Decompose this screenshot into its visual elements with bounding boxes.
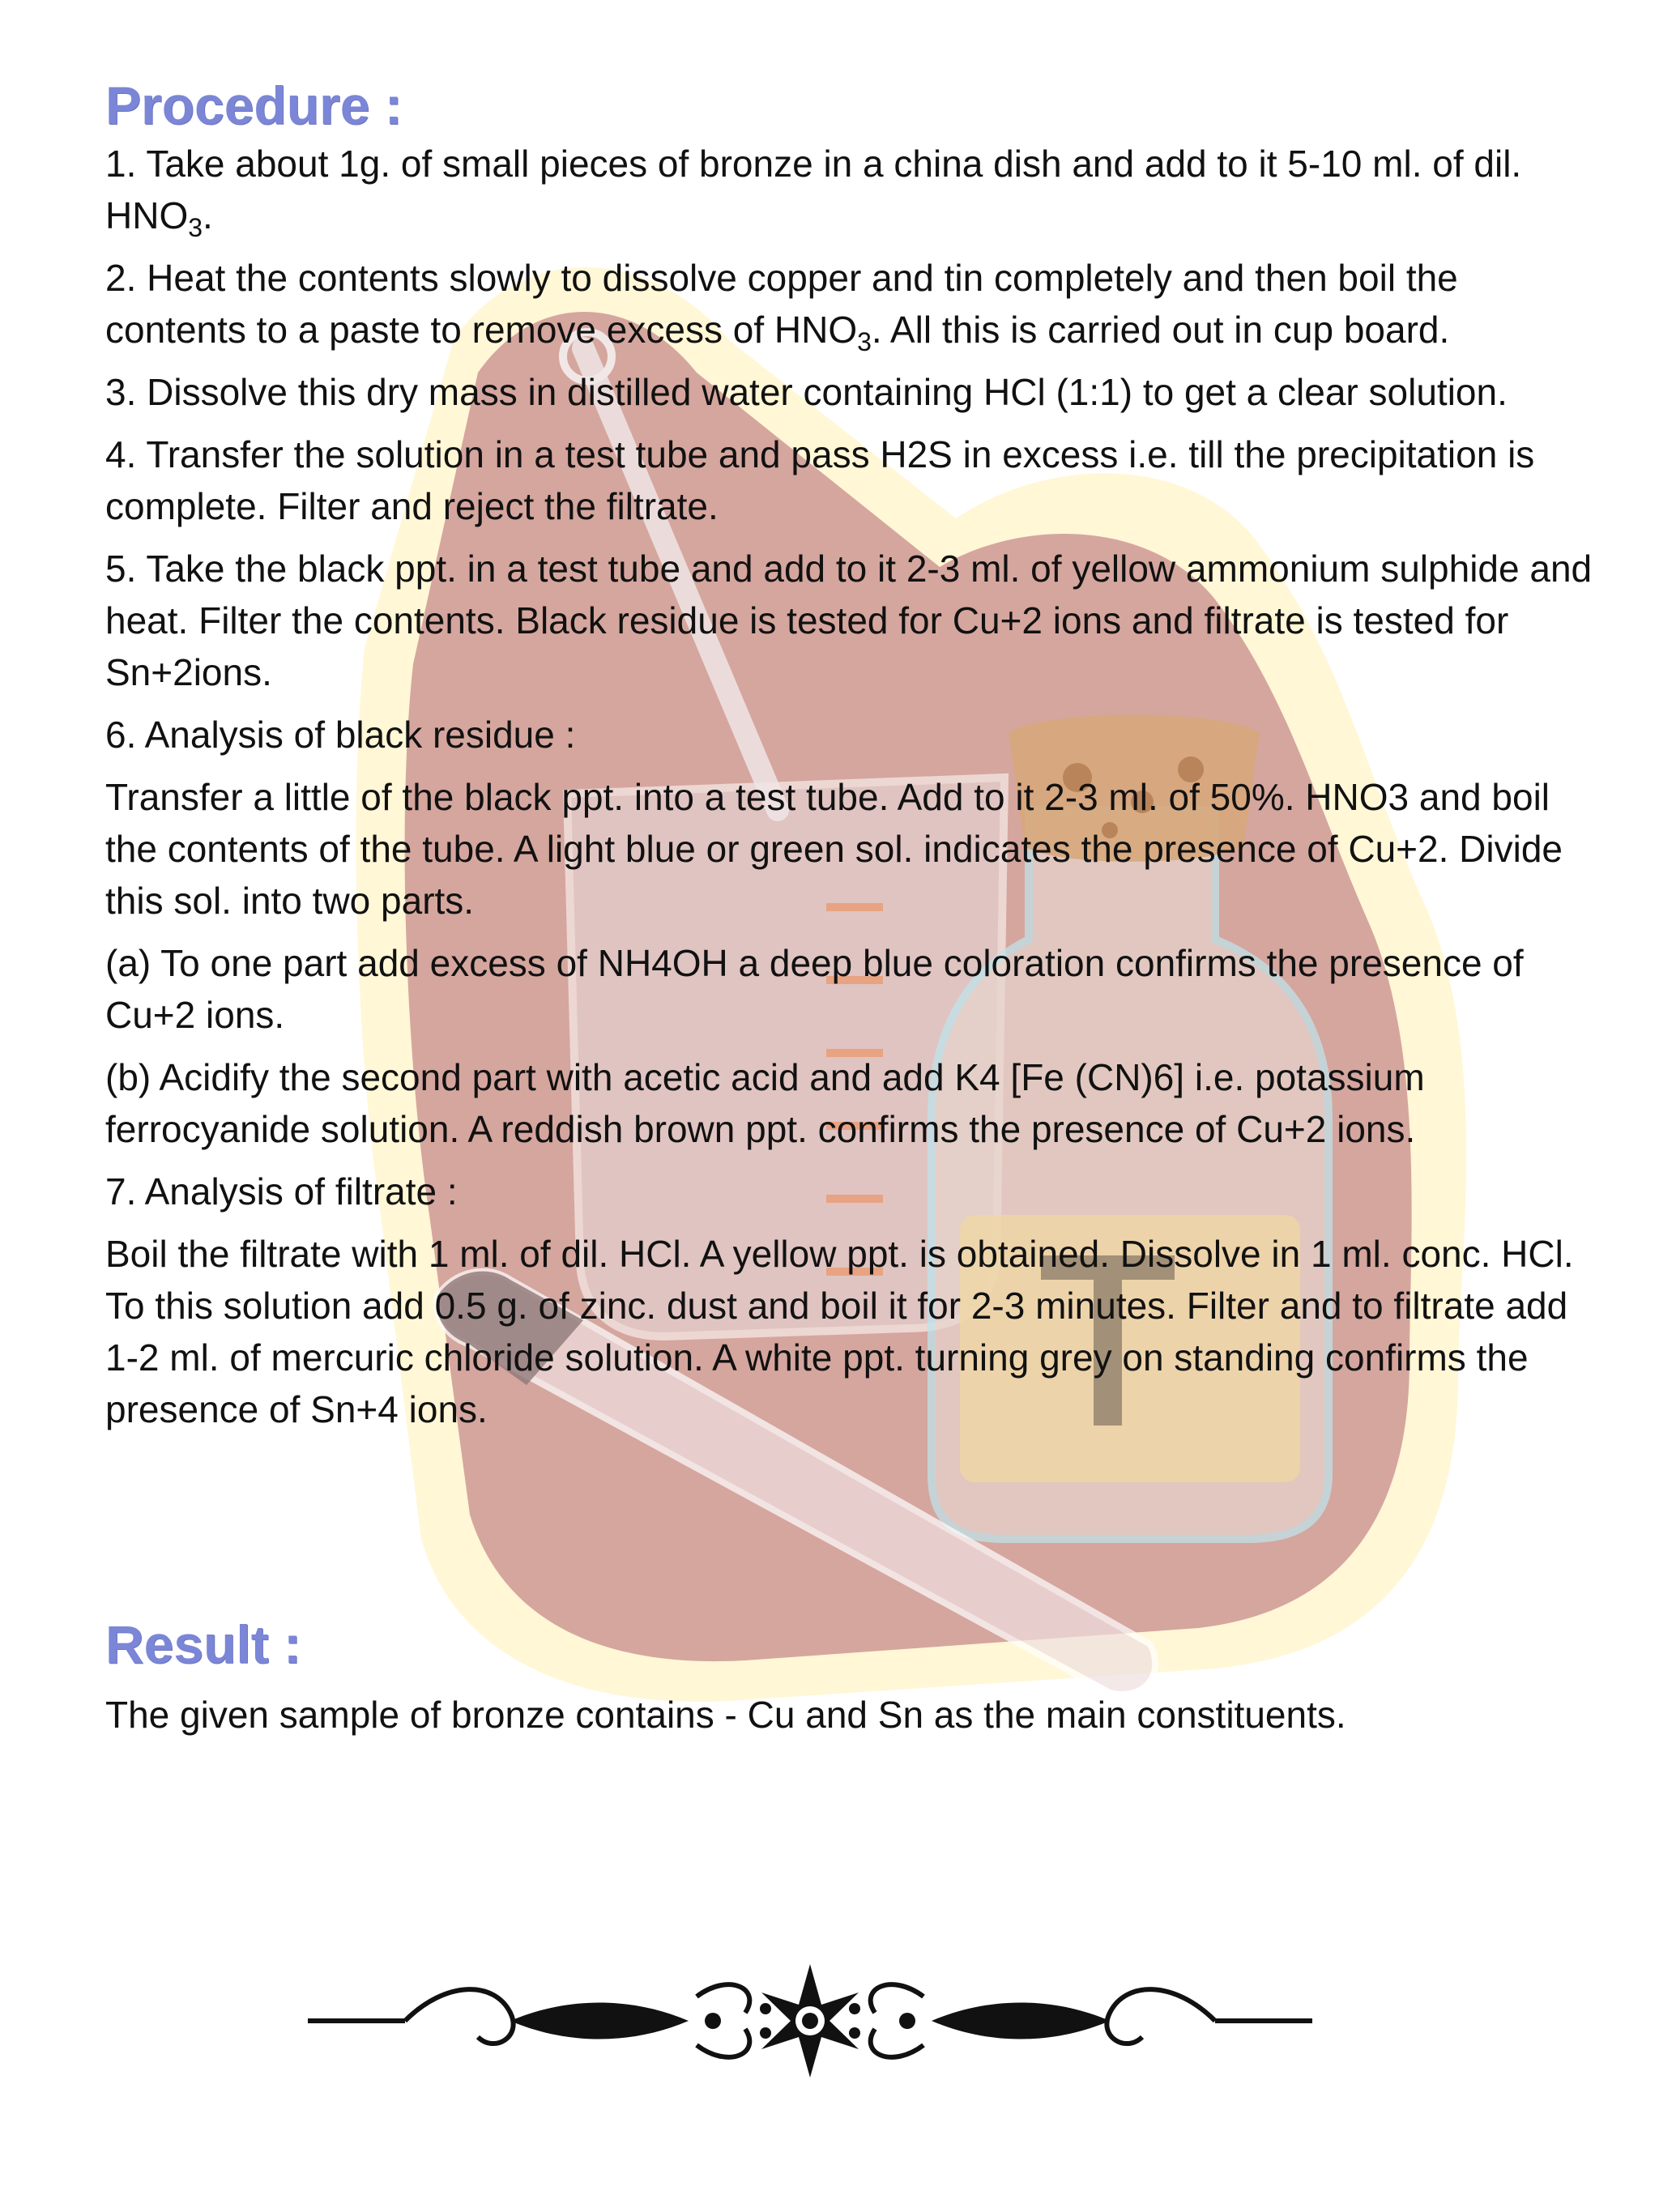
procedure-step-7-body: Boil the filtrate with 1 ml. of dil. HCl. A yellow ppt. is obtained. Dissolve in 1 ml. conc. HCl. To this solution add 0.5 g. of zinc. dust and boil it for 2-3 minutes. Filter and to filtrate add 1-2 ml. of mercuric chloride solution. A white ppt. turning grey on standing confirms the presence of Sn+4 ions.: [105, 1233, 1574, 1430]
procedure-steps: [105, 138, 1596, 1435]
step-1-subscript: 3: [188, 213, 203, 242]
procedure-step-6b: (b) Acidify the second part with acetic acid and add K4 [Fe (CN)6] i.e. potassium ferrocyanide solution. A reddish brown ppt. confirms the presence of Cu+2 ions.: [105, 1056, 1425, 1150]
procedure-step-3: 3. Dissolve this dry mass in distilled water containing HCl (1:1) to get a clear solution.: [105, 371, 1508, 413]
ornament-divider: [308, 1948, 1312, 2094]
result-text: The given sample of bronze contains - Cu and Sn as the main constituents.: [105, 1694, 1346, 1736]
step-1-text-end: .: [203, 194, 213, 237]
procedure-step-5: 5. Take the black ppt. in a test tube and add to it 2-3 ml. of yellow ammonium sulphide and heat. Filter the contents. Black residue is tested for Cu+2 ions and filtrate is tested for Sn+2ions.: [105, 548, 1593, 693]
procedure-step-6a: (a) To one part add excess of NH4OH a deep blue coloration confirms the presence of Cu+2 ions.: [105, 942, 1524, 1036]
procedure-step-6-title: 6. Analysis of black residue :: [105, 714, 576, 756]
procedure-step-6-body: Transfer a little of the black ppt. into a test tube. Add to it 2-3 ml. of 50%. HNO3 and boil the contents of the tube. A light blue or green sol. indicates the presence of Cu+2. Divide this sol. into two parts.: [105, 776, 1563, 922]
step-1-text: 1. Take about 1g. of small pieces of bronze in a china dish and add to it 5-10 ml. of dil. HNO: [105, 143, 1522, 237]
step-2-subscript: 3: [857, 327, 872, 356]
procedure-step-7-title: 7. Analysis of filtrate :: [105, 1170, 458, 1213]
page-content: [105, 73, 1596, 1446]
procedure-step-1: [105, 138, 1596, 241]
result-heading: Result :: [105, 1614, 302, 1674]
procedure-step-4: 4. Transfer the solution in a test tube and pass H2S in excess i.e. till the precipitation is complete. Filter and reject the filtrate.: [105, 433, 1535, 527]
procedure-step-2: [105, 252, 1596, 356]
step-2-text-end: . All this is carried out in cup board.: [871, 309, 1450, 351]
procedure-heading: Procedure :: [105, 75, 403, 135]
step-2-text: 2. Heat the contents slowly to dissolve copper and tin completely and then boil the contents to a paste to remove excess of HNO: [105, 257, 1458, 351]
